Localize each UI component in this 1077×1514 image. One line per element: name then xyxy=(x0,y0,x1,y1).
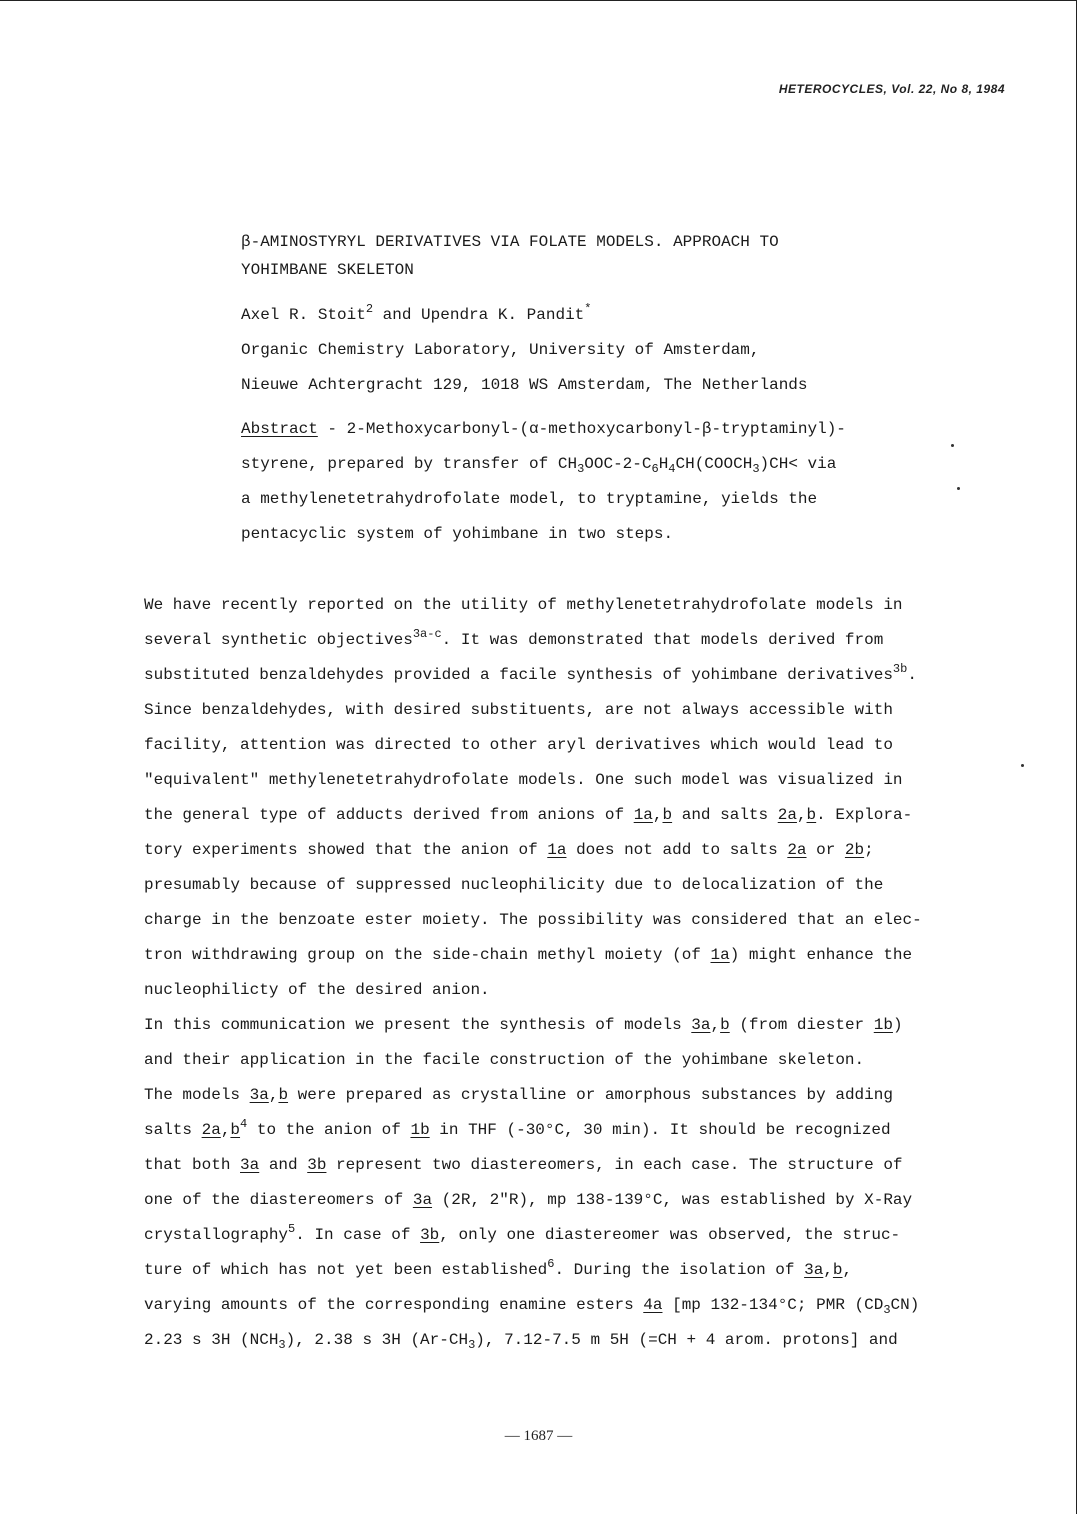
reference-marker: 6 xyxy=(547,1257,555,1271)
compound-ref: 2a xyxy=(787,841,807,859)
text-span: were prepared as crystalline or amorphous substances by adding xyxy=(288,1086,893,1104)
article-title xyxy=(241,228,961,284)
text-span: ), 7.12-7.5 m 5H (=CH + 4 arom. protons] and xyxy=(475,1331,898,1349)
text-span: does not add to salts xyxy=(566,841,788,859)
text-span: crystallography xyxy=(144,1226,289,1244)
text-span: ) might enhance the xyxy=(729,946,913,964)
compound-ref: 1a xyxy=(633,806,653,824)
text-span: , xyxy=(823,1261,833,1279)
abstract-line xyxy=(241,412,961,447)
body-line xyxy=(144,1323,1024,1358)
text-span: tron withdrawing group on the side-chain methyl moiety (of xyxy=(144,946,711,964)
text-span: . During the isolation of xyxy=(554,1261,805,1279)
affiliation-line: Nieuwe Achtergracht 129, 1018 WS Amsterdam, The Netherlands xyxy=(241,376,808,394)
subscript: 3 xyxy=(468,1338,476,1352)
body-line xyxy=(144,658,1024,693)
text-span: [mp 132-134°C; PMR (CD xyxy=(662,1296,884,1314)
body-line: "equivalent" methylenetetrahydrofolate models. One such model was visualized in xyxy=(144,771,903,789)
body-text xyxy=(144,588,1024,1358)
text-span: the general type of adducts derived from anions of xyxy=(144,806,634,824)
text-span: and salts xyxy=(672,806,778,824)
compound-ref: 3a xyxy=(412,1191,433,1209)
compound-ref: 3a xyxy=(240,1156,260,1174)
text-span: , xyxy=(268,1086,279,1104)
compound-ref: b xyxy=(720,1016,730,1034)
text-span: ture of which has not yet been established xyxy=(144,1261,548,1279)
body-line xyxy=(144,1183,1024,1218)
text-span: (2R, 2"R), mp 138-139°C, was established by X-Ray xyxy=(432,1191,913,1209)
text-span: ) xyxy=(892,1016,903,1034)
author-name: Axel R. Stoit xyxy=(241,306,366,324)
compound-ref: b xyxy=(230,1121,241,1139)
reference-marker: 4 xyxy=(240,1117,248,1131)
compound-ref: 2a xyxy=(201,1121,221,1139)
abstract-text: H xyxy=(658,455,669,473)
abstract xyxy=(241,412,961,552)
text-span: ), 2.38 s 3H (Ar-CH xyxy=(285,1331,469,1349)
text-span: one of the diastereomers of xyxy=(144,1191,413,1209)
compound-ref: 4a xyxy=(643,1296,663,1314)
text-span: represent two diastereomers, in each case. The structure of xyxy=(326,1156,903,1174)
abstract-text: - 2-Methoxycarbonyl-(α-methoxycarbonyl-β-tryptaminyl)- xyxy=(317,420,846,438)
compound-ref: 2b xyxy=(844,841,865,859)
text-span: several synthetic objectives xyxy=(144,631,413,649)
footnote-marker: 2 xyxy=(365,302,374,316)
subscript: 3 xyxy=(752,462,760,476)
body-line xyxy=(144,1218,1024,1253)
text-span: ; xyxy=(864,841,874,859)
body-line xyxy=(144,833,1024,868)
compound-ref: b xyxy=(662,806,673,824)
text-span: . Explora- xyxy=(816,806,913,824)
abstract-label: Abstract xyxy=(241,420,318,438)
abstract-line xyxy=(241,447,961,482)
text-span: 2.23 s 3H (NCH xyxy=(144,1331,279,1349)
body-line: nucleophilicty of the desired anion. xyxy=(144,981,490,999)
subscript: 3 xyxy=(577,462,585,476)
running-header: HETEROCYCLES, Vol. 22, No 8, 1984 xyxy=(778,82,1005,96)
text-span: , xyxy=(710,1016,721,1034)
compound-ref: b xyxy=(832,1261,843,1279)
body-line xyxy=(144,1288,1024,1323)
subscript: 6 xyxy=(651,462,659,476)
compound-ref: b xyxy=(806,806,817,824)
body-line xyxy=(144,1253,1024,1288)
compound-ref: 1b xyxy=(873,1016,893,1034)
author-name: and Upendra K. Pandit xyxy=(373,306,585,324)
subscript: 4 xyxy=(668,462,676,476)
abstract-text: styrene, prepared by transfer of CH xyxy=(241,455,578,473)
compound-ref: b xyxy=(278,1086,289,1104)
reference-marker: 3b xyxy=(892,662,908,676)
body-line xyxy=(144,1078,1024,1113)
text-span: , xyxy=(842,1261,853,1279)
text-span: . In case of xyxy=(295,1226,421,1244)
scan-speck xyxy=(1021,764,1024,767)
text-span: , xyxy=(220,1121,231,1139)
compound-ref: 3a xyxy=(691,1016,711,1034)
footnote-marker: * xyxy=(584,302,592,316)
compound-ref: 3a xyxy=(249,1086,269,1104)
abstract-line: pentacyclic system of yohimbane in two steps. xyxy=(241,525,674,543)
body-line xyxy=(144,1113,1024,1148)
text-span: In this communication we present the synthesis of models xyxy=(144,1016,692,1034)
text-span: , xyxy=(796,806,807,824)
body-line: presumably because of suppressed nucleophilicity due to delocalization of the xyxy=(144,876,884,894)
body-line xyxy=(144,1008,1024,1043)
reference-marker: 5 xyxy=(288,1222,296,1236)
author-line xyxy=(241,298,961,333)
text-span: . It was demonstrated that models derived from xyxy=(441,631,884,649)
compound-ref: 1a xyxy=(547,841,567,859)
subscript: 3 xyxy=(278,1338,286,1352)
subscript: 3 xyxy=(883,1303,891,1317)
abstract-text: CH(COOCH xyxy=(675,455,753,473)
text-span: (from diester xyxy=(729,1016,874,1034)
scan-speck xyxy=(957,487,960,490)
text-span: varying amounts of the corresponding enamine esters xyxy=(144,1296,644,1314)
compound-ref: 1b xyxy=(410,1121,430,1139)
compound-ref: 3b xyxy=(307,1156,327,1174)
body-line xyxy=(144,938,1024,973)
body-line xyxy=(144,1148,1024,1183)
title-line: β-AMINOSTYRYL DERIVATIVES VIA FOLATE MODELS. APPROACH TO xyxy=(241,233,779,251)
compound-ref: 3a xyxy=(804,1261,824,1279)
text-span: CN) xyxy=(890,1296,920,1314)
text-span: substituted benzaldehydes provided a facile synthesis of yohimbane derivatives xyxy=(144,666,893,684)
reference-marker: 3a-c xyxy=(412,627,442,641)
text-span: tory experiments showed that the anion of xyxy=(144,841,548,859)
affiliation-line: Organic Chemistry Laboratory, University of Amsterdam, xyxy=(241,341,760,359)
compound-ref: 3b xyxy=(420,1226,440,1244)
text-span: in THF (-30°C, 30 min). It should be recognized xyxy=(429,1121,891,1139)
text-span: that both xyxy=(144,1156,241,1174)
text-span: , only one diastereomer was observed, the struc- xyxy=(439,1226,901,1244)
scan-speck xyxy=(951,444,954,447)
text-span: , xyxy=(652,806,663,824)
text-span: salts xyxy=(144,1121,202,1139)
abstract-line: a methylenetetrahydrofolate model, to tryptamine, yields the xyxy=(241,490,818,508)
body-line: facility, attention was directed to other aryl derivatives which would lead to xyxy=(144,736,893,754)
abstract-text: )CH< via xyxy=(759,455,837,473)
text-span: . xyxy=(907,666,917,684)
page-number: — 1687 — xyxy=(504,1428,573,1444)
abstract-text: OOC-2-C xyxy=(584,455,652,473)
page-edge-top xyxy=(0,0,1077,1)
body-line: and their application in the facile construction of the yohimbane skeleton. xyxy=(144,1051,865,1069)
author-block xyxy=(241,298,961,403)
body-line: Since benzaldehydes, with desired substituents, are not always accessible with xyxy=(144,701,893,719)
compound-ref: 2a xyxy=(777,806,797,824)
text-span: and xyxy=(259,1156,308,1174)
body-line xyxy=(144,623,1024,658)
compound-ref: 1a xyxy=(710,946,730,964)
text-span: to the anion of xyxy=(247,1121,411,1139)
title-line: YOHIMBANE SKELETON xyxy=(241,261,414,279)
text-span: or xyxy=(806,841,845,859)
text-span: The models xyxy=(144,1086,250,1104)
body-line: charge in the benzoate ester moiety. The possibility was considered that an elec- xyxy=(144,911,922,929)
body-line xyxy=(144,798,1024,833)
body-line: We have recently reported on the utility of methylenetetrahydrofolate models in xyxy=(144,596,903,614)
